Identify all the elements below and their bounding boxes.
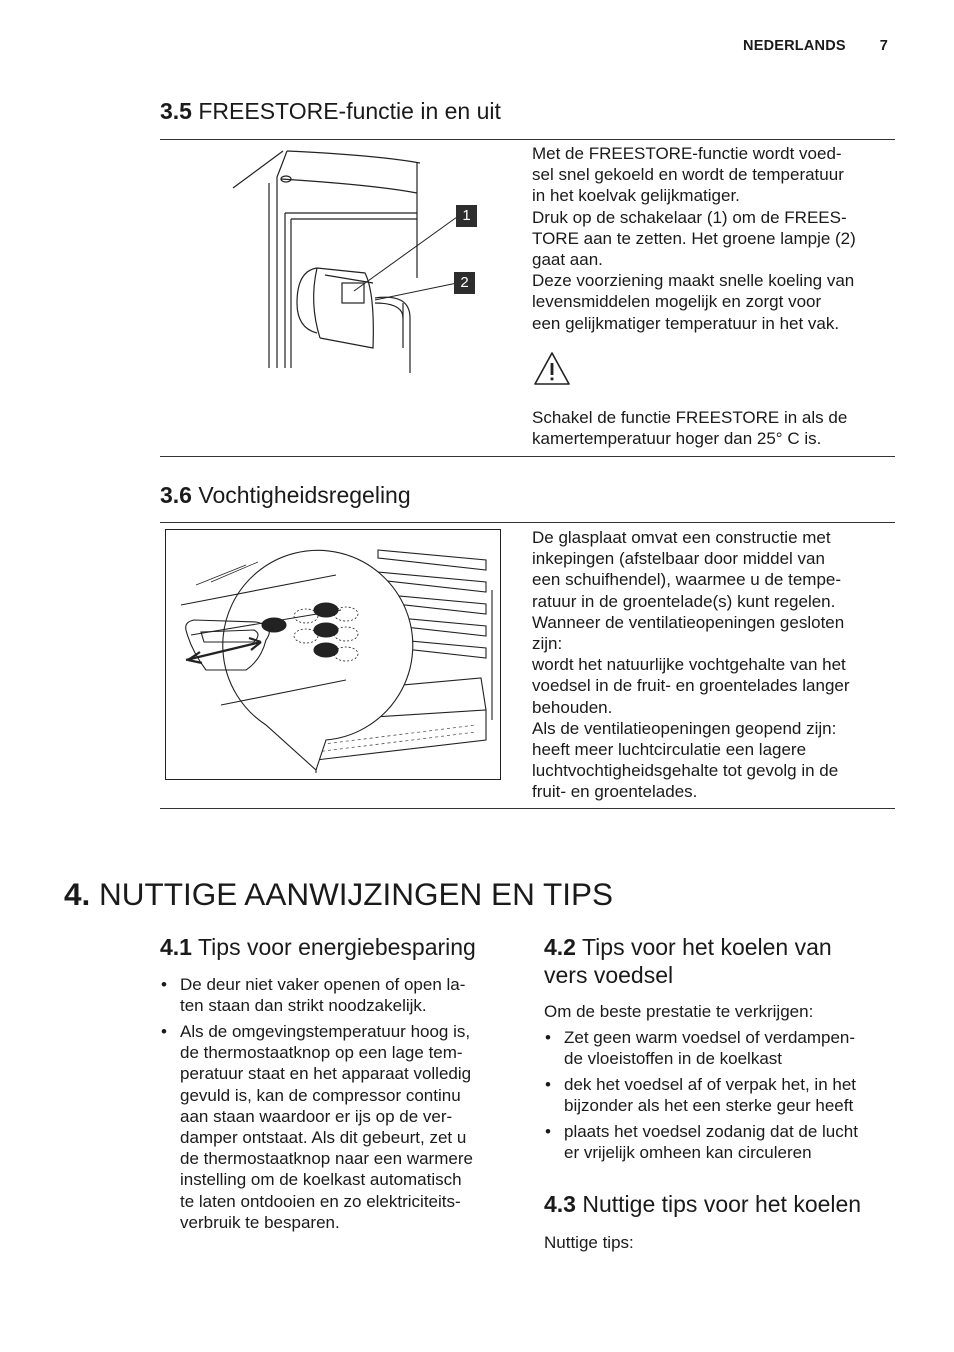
humidity-paragraph: De glasplaat omvat een constructie met inkepingen (afstelbaar door middel van een schuifhendel), waarmee u de tempe- ratuur in de groentelade(s) kunt regelen. Wanneer de ventilatieopeningen gesloten zijn: wordt het natuurlijke vochtgehalte van het voedsel in de fruit- en groentelades langer behouden. Als de ventilatieopeningen geopend zijn: heeft meer luchtcirculatie een lagere luchtvochtigheidsgehalte tot gevolg in de fruit- en groentelades.	[532, 528, 850, 802]
freestore-paragraph-2: Druk op de schakelaar (1) om de FREES- TORE aan te zetten. Het groene lampje (2) gaat aan.	[532, 207, 856, 270]
section-4-2-number: 4.2	[544, 934, 576, 960]
divider	[160, 139, 895, 140]
divider	[160, 522, 895, 523]
warning-text-content: Schakel de functie FREESTORE in als de kamertemperatuur hoger dan 25° C is.	[532, 408, 848, 449]
warning-text	[532, 407, 892, 449]
section-4-3-number: 4.3	[544, 1191, 576, 1217]
header-language: NEDERLANDS	[743, 38, 846, 54]
section-3-5-heading	[160, 97, 501, 125]
energy-tips-list	[161, 974, 511, 1237]
section-3-6-text	[532, 527, 892, 803]
list-item: • plaats het voedsel zodanig dat de lucht er vrijelijk omheen kan circuleren	[545, 1121, 895, 1163]
section-4-3-intro: Nuttige tips:	[544, 1233, 634, 1252]
freestore-paragraph-1: Met de FREESTORE-functie wordt voed- sel snel gekoeld en wordt de temperatuur in het koelvak gelijkmatiger.	[532, 144, 844, 206]
section-4-2-intro: Om de beste prestatie te verkrijgen:	[544, 1002, 814, 1021]
section-4-1-heading	[160, 933, 476, 961]
section-3-5-number: 3.5	[160, 98, 192, 124]
chapter-4-number: 4.	[64, 876, 91, 912]
divider	[160, 456, 895, 457]
list-item: • dek het voedsel af of verpak het, in het bijzonder als het een sterke geur heeft	[545, 1074, 895, 1116]
section-4-1-number: 4.1	[160, 934, 192, 960]
section-3-6-title: Vochtigheidsregeling	[198, 482, 411, 508]
callout-line-2	[375, 283, 457, 300]
section-4-1-title: Tips voor energiebesparing	[197, 934, 476, 960]
section-4-2-heading	[544, 933, 832, 989]
chapter-4-title: NUTTIGE AANWIJZINGEN EN TIPS	[99, 876, 614, 912]
list-item: • De deur niet vaker openen of open la- ten staan dan strikt noodzakelijk.	[161, 974, 511, 1016]
fresh-food-tips-list	[545, 1027, 895, 1168]
callout-line-1	[354, 217, 457, 291]
page-number: 7	[879, 38, 888, 54]
section-3-6-heading	[160, 481, 411, 509]
freestore-paragraph-3: Deze voorziening maakt snelle koeling van levensmiddelen mogelijk en zorgt voor een gelijkmatiger temperatuur in het vak.	[532, 271, 855, 333]
section-3-5-text	[532, 143, 892, 334]
section-4-2-title-line-2: vers voedsel	[544, 962, 674, 988]
section-4-3-heading	[544, 1190, 861, 1218]
list-item: • Zet geen warm voedsel of verdampen- de vloeistoffen in de koelkast	[545, 1027, 895, 1069]
callout-1-badge: 1	[456, 205, 477, 227]
warning-triangle-icon	[532, 350, 572, 388]
list-item: • Als de omgevingstemperatuur hoog is, de thermostaatknop op een lage tem- peratuur staat en het apparaat volledig gevuld is, kan de compressor continu aan staan waardoor er ijs op de ver- damper ontstaat. Als dit gebeurt, zet u de thermostaatknop naar een warmere instelling om de koelkast automatisch te laten ontdooien en zo elektriciteits- verbruik te besparen.	[161, 1021, 511, 1233]
section-3-5-title: FREESTORE-functie in en uit	[198, 98, 501, 124]
section-3-6-number: 3.6	[160, 482, 192, 508]
section-4-2-title-line-1: Tips voor het koelen van	[581, 934, 832, 960]
section-4-3-title: Nuttige tips voor het koelen	[582, 1191, 862, 1217]
chapter-4-heading	[64, 875, 613, 913]
humidity-control-illustration	[165, 529, 501, 780]
page-header	[743, 38, 888, 54]
divider	[160, 808, 895, 809]
freestore-illustration	[225, 143, 485, 379]
callout-2-badge: 2	[454, 272, 475, 294]
